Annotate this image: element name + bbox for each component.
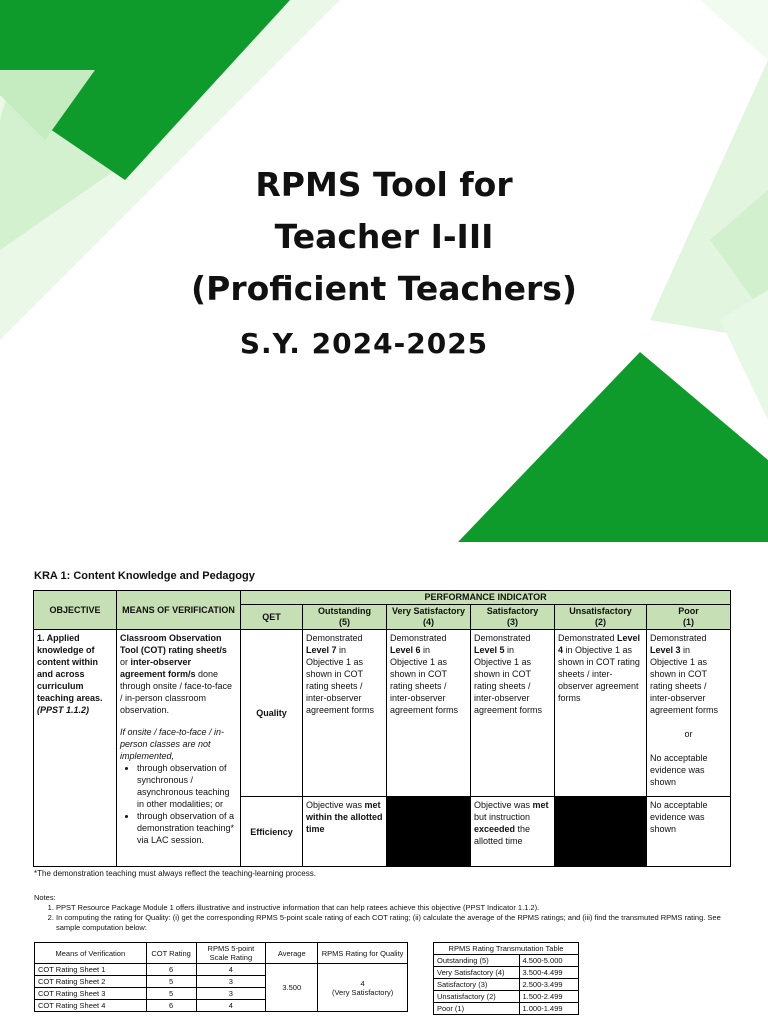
trans-row [434,979,579,991]
qet-efficiency: Efficiency [241,797,303,867]
comp-cell-cot: 5 [146,988,196,1000]
means-alternative-note: If onsite / face-to-face / in-person classes are not implemented, [120,727,225,761]
trans-range: 1.000-1.499 [519,1003,579,1015]
trans-row [434,1003,579,1015]
quality-row [34,630,731,797]
means-bullet-list [120,762,237,846]
quality-unsatisfactory: Demonstrated Level 4 in Objective 1 as shown in COT rating sheets / inter-observer agreement forms [555,630,647,797]
trans-title: RPMS Rating Transmutation Table [434,943,579,955]
note-item: 1. PPST Resource Package Module 1 offers illustrative and instructive information that can help ratees achieve this objective (PPST Indicator 1.1.2). [56,903,734,913]
quality-poor-or: or [684,729,693,739]
efficiency-very-satisfactory-blank [387,797,471,867]
comp-row [35,964,408,976]
trans-header-row [434,943,579,955]
notes-title: Notes: [34,893,56,902]
comp-header-quality: RPMS Rating for Quality [318,943,408,964]
notes-list [34,903,734,933]
trans-label: Outstanding (5) [434,955,520,967]
quality-outstanding: Demonstrated Level 7 in Objective 1 as shown in COT rating sheets / inter-observer agreement forms [303,630,387,797]
comp-cell-cot: 6 [146,964,196,976]
notes-section [34,893,734,933]
header-very-satisfactory: Very Satisfactory (4) [387,605,471,630]
comp-cell-quality: 4 (Very Satisfactory) [318,964,408,1012]
trans-row [434,991,579,1003]
trans-range: 2.500-3.499 [519,979,579,991]
comp-cell-average: 3.500 [266,964,318,1012]
cover-title-line-1: RPMS Tool for [255,165,513,204]
header-poor: Poor (1) [647,605,731,630]
trans-range: 4.500-5.000 [519,955,579,967]
bg-shape-pale-right [700,0,768,60]
trans-label: Unsatisfactory (2) [434,991,520,1003]
header-outstanding: Outstanding (5) [303,605,387,630]
trans-range: 1.500-2.499 [519,991,579,1003]
sample-computation-table [34,942,408,1012]
footnote: *The demonstration teaching must always reflect the teaching-learning process. [34,869,316,878]
comp-header-rpms: RPMS 5-point Scale Rating [196,943,266,964]
note-item: 2. In computing the rating for Quality: (i) get the corresponding RPMS 5-point scale rating of each COT rating; (ii) calculate the average of the RPMS ratings; and (iii) find the transmuted RPMS rating. See sample computation below: [56,913,734,933]
comp-cell-rpms: 4 [196,1000,266,1012]
trans-label: Poor (1) [434,1003,520,1015]
rpms-objective-table [33,590,731,867]
trans-row [434,955,579,967]
header-row-1 [34,591,731,605]
header-qet: QET [241,605,303,630]
comp-cell-mov: COT Rating Sheet 2 [35,976,147,988]
means-bullet: • through observation of synchronous / asynchronous teaching in other modalities; or [137,762,237,810]
comp-header-row [35,943,408,964]
means-of-verification-cell: Classroom Observation Tool (COT) rating sheet/s or inter-observer agreement form/s done through onsite / face-to-face / in-person classroom observation. If onsite / face-to-face / in-person classes are not implemented, • through observation of synchronous / asynchronous teaching in other modalities; or • through observation of a demonstration teaching* via LAC session. [117,630,241,867]
efficiency-unsatisfactory-blank [555,797,647,867]
transmutation-table [433,942,579,1015]
comp-cell-mov: COT Rating Sheet 4 [35,1000,147,1012]
kra-title: KRA 1: Content Knowledge and Pedagogy [34,570,255,582]
trans-label: Very Satisfactory (4) [434,967,520,979]
comp-header-cot: COT Rating [146,943,196,964]
trans-label: Satisfactory (3) [434,979,520,991]
comp-cell-mov: COT Rating Sheet 1 [35,964,147,976]
comp-cell-rpms: 3 [196,988,266,1000]
cover-title-line-3: (Proficient Teachers) [191,269,577,308]
means-bullet: • through observation of a demonstration teaching* via LAC session. [137,810,237,846]
header-satisfactory: Satisfactory (3) [471,605,555,630]
qet-quality: Quality [241,630,303,797]
comp-cell-rpms: 3 [196,976,266,988]
efficiency-satisfactory: Objective was met but instruction exceeded the allotted time [471,797,555,867]
trans-row [434,967,579,979]
quality-very-satisfactory: Demonstrated Level 6 in Objective 1 as shown in COT rating sheets / inter-observer agreement forms [387,630,471,797]
efficiency-poor: No acceptable evidence was shown [647,797,731,867]
header-unsatisfactory: Unsatisfactory (2) [555,605,647,630]
efficiency-outstanding: Objective was met within the allotted time [303,797,387,867]
header-means-of-verification: MEANS OF VERIFICATION [117,591,241,630]
comp-cell-rpms: 4 [196,964,266,976]
trans-range: 3.500-4.499 [519,967,579,979]
comp-cell-mov: COT Rating Sheet 3 [35,988,147,1000]
header-performance-indicator: PERFORMANCE INDICATOR [241,591,731,605]
quality-satisfactory: Demonstrated Level 5 in Objective 1 as shown in COT rating sheets / inter-observer agreement forms [471,630,555,797]
cover-title-line-2: Teacher I-III [274,217,494,256]
bg-shape-green-bottomright [458,352,768,542]
comp-cell-cot: 6 [146,1000,196,1012]
quality-poor-no-evidence: No acceptable evidence was shown [650,753,708,787]
objective-cell: 1. Applied knowledge of content within and across curriculum teaching areas. (PPST 1.1.2) [34,630,117,867]
school-year: S.Y. 2024-2025 [239,327,489,360]
header-objective: OBJECTIVE [34,591,117,630]
comp-header-mov: Means of Verification [35,943,147,964]
comp-cell-cot: 5 [146,976,196,988]
comp-header-average: Average [266,943,318,964]
quality-poor: Demonstrated Level 3 in Objective 1 as shown in COT rating sheets / inter-observer agreement forms or No acceptable evidence was shown [647,630,731,797]
